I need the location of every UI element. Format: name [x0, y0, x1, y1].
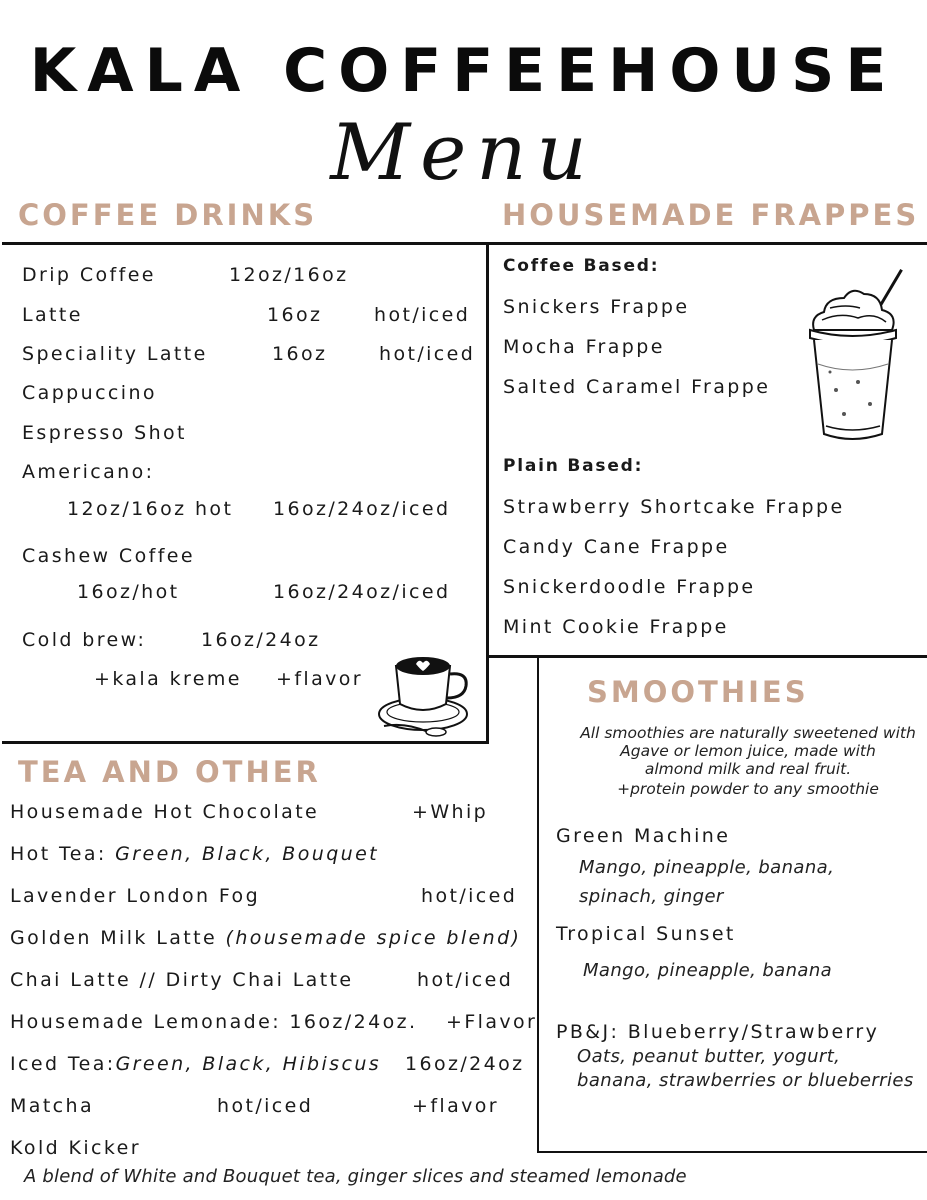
cold-brew-size: 16oz/24oz [201, 629, 321, 651]
smoothies-protein-note: +protein powder to any smoothie [617, 780, 879, 798]
matcha-extra: +flavor [412, 1095, 500, 1117]
plain-based-heading: Plain Based: [503, 456, 644, 476]
frappe-box-bottom-border [489, 655, 927, 658]
cashew-iced-option: 16oz/24oz/iced [273, 581, 451, 603]
lavender-fog-name: Lavender London Fog [10, 885, 261, 907]
lavender-fog-temp: hot/iced [421, 885, 518, 907]
smoothies-note-line: All smoothies are naturally sweetened with [580, 724, 916, 742]
hot-tea-types: Green, Black, Bouquet [115, 843, 380, 865]
hot-chocolate-extra: +Whip [412, 801, 489, 823]
page-title: KALA COFFEEHOUSE [29, 36, 898, 106]
coffee-based-heading: Coffee Based: [503, 256, 660, 276]
tropical-sunset-name: Tropical Sunset [556, 923, 736, 945]
iced-tea-types: Green, Black, Hibiscus [115, 1053, 382, 1075]
smoothies-note [570, 724, 926, 798]
green-machine-description [579, 853, 919, 911]
coffee-box-right-border [486, 242, 489, 744]
smoothies-heading: SMOOTHIES [587, 675, 809, 709]
smoothies-box-left-border [537, 655, 539, 1153]
chai-latte-temp: hot/iced [417, 969, 514, 991]
housemade-frappes-heading: HOUSEMADE FRAPPES [502, 198, 920, 232]
frappe-item: Candy Cane Frappe [503, 536, 730, 558]
kold-kicker-description: A blend of White and Bouquet tea, ginger slices and steamed lemonade [24, 1166, 687, 1187]
cold-brew-kreme-addon: +kala kreme [94, 668, 242, 690]
frappe-item: Snickerdoodle Frappe [503, 576, 756, 598]
hot-tea-name: Hot Tea: [10, 843, 107, 865]
golden-milk-line [10, 927, 521, 949]
tea-and-other-heading: TEA AND OTHER [18, 755, 321, 789]
kold-kicker-name: Kold Kicker [10, 1137, 141, 1159]
iced-tea-name: Iced Tea: [10, 1053, 116, 1075]
frappe-item: Salted Caramel Frappe [503, 376, 771, 398]
speciality-latte-size: 16oz [272, 343, 328, 365]
frappe-item: Mocha Frappe [503, 336, 665, 358]
americano-iced-option: 16oz/24oz/iced [273, 498, 451, 520]
chai-latte-name: Chai Latte // Dirty Chai Latte [10, 969, 354, 991]
green-machine-desc-line: Mango, pineapple, banana, [579, 857, 835, 878]
latte-art-cup-icon [376, 652, 476, 738]
cold-brew-flavor-addon: +flavor [276, 668, 364, 690]
pbj-desc-line: Oats, peanut butter, yogurt, [577, 1046, 841, 1067]
latte-name: Latte [22, 304, 83, 326]
pbj-desc-line: banana, strawberries or blueberries [577, 1070, 914, 1091]
golden-milk-name: Golden Milk Latte [10, 927, 218, 949]
golden-milk-note: (housemade spice blend) [225, 927, 522, 949]
smoothies-note-line: almond milk and real fruit. [644, 760, 852, 778]
pbj-description [577, 1045, 922, 1093]
menu-script-heading: Menu [330, 108, 597, 198]
coffee-drinks-heading: COFFEE DRINKS [18, 198, 318, 232]
tropical-sunset-description: Mango, pineapple, banana [583, 960, 833, 981]
drip-coffee-name: Drip Coffee [22, 264, 156, 286]
frappe-item: Snickers Frappe [503, 296, 690, 318]
green-machine-name: Green Machine [556, 825, 731, 847]
lemonade-name: Housemade Lemonade: 16oz/24oz. [10, 1011, 418, 1033]
top-divider [2, 242, 927, 245]
americano-hot-option: 12oz/16oz hot [67, 498, 234, 520]
cashew-hot-option: 16oz/hot [77, 581, 180, 603]
latte-temp: hot/iced [374, 304, 471, 326]
drip-coffee-size: 12oz/16oz [229, 264, 349, 286]
lemonade-extra: +Flavor [446, 1011, 538, 1033]
speciality-latte-temp: hot/iced [379, 343, 476, 365]
pbj-name: PB&J: Blueberry/Strawberry [556, 1021, 880, 1043]
matcha-temp: hot/iced [217, 1095, 314, 1117]
cold-brew-name: Cold brew: [22, 629, 147, 651]
cappuccino-name: Cappuccino [22, 382, 157, 404]
coffee-box-bottom-border [2, 741, 489, 744]
iced-tea-size: 16oz/24oz [405, 1053, 525, 1075]
espresso-shot-name: Espresso Shot [22, 422, 187, 444]
frappe-cup-icon [800, 264, 912, 444]
americano-name: Americano: [22, 461, 155, 483]
smoothies-box-bottom-border [537, 1151, 927, 1153]
frappe-item: Strawberry Shortcake Frappe [503, 496, 845, 518]
hot-tea-line [10, 843, 379, 865]
green-machine-desc-line: spinach, ginger [579, 886, 724, 907]
hot-chocolate-name: Housemade Hot Chocolate [10, 801, 320, 823]
iced-tea-line [10, 1053, 381, 1075]
frappe-item: Mint Cookie Frappe [503, 616, 729, 638]
cashew-coffee-name: Cashew Coffee [22, 545, 195, 567]
speciality-latte-name: Speciality Latte [22, 343, 208, 365]
smoothies-note-line: Agave or lemon juice, made with [620, 742, 876, 760]
latte-size: 16oz [267, 304, 323, 326]
matcha-name: Matcha [10, 1095, 95, 1117]
